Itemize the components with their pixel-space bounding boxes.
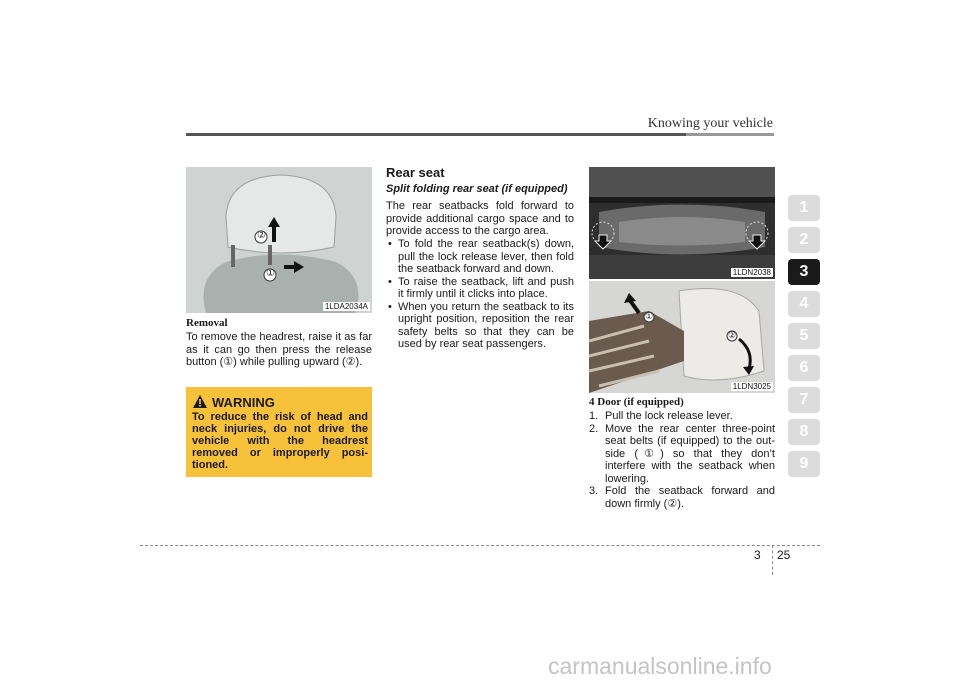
chapter-tab-3[interactable]: 3 [788,259,820,285]
bullet-dot: • [388,238,392,250]
list-item [386,238,574,276]
step-number: 1. [589,410,599,422]
chapter-tab-1[interactable]: 1 [788,195,820,221]
chapter-tab-6[interactable]: 6 [788,355,820,381]
footer-divider [772,545,773,575]
warning-text: To reduce the risk of head and neck injuries, do not drive the vehicle with the headrest removed or improperly posi-tioned. [192,411,368,471]
watermark: carmanualsonline.info [548,653,772,679]
removal-text: To remove the headrest, raise it as far as it can go then press the release button (①) while pulling upward (②). [186,331,372,368]
warning-title: WARNING [212,395,275,410]
bullet-dot: • [388,275,392,288]
trunk-image-code: 1LDN2038 [732,268,771,277]
rear-seat-title: Rear seat [386,165,445,180]
step-number: 2. [589,422,599,435]
page-number: 25 [777,548,791,562]
rear-seat-bullet-list [386,238,574,351]
seat-fold-callout-1: ① [645,311,654,321]
chapter-tab-7[interactable]: 7 [788,387,820,413]
seat-fold-image-code: 1LDN3025 [732,382,771,391]
bullet-dot: • [388,300,392,313]
chapter-tabs [788,195,820,483]
step-number: 3. [589,485,599,497]
section-title: Knowing your vehicle [647,116,773,131]
trunk-image [589,167,775,279]
list-item [589,423,775,486]
list-item [589,485,775,510]
four-door-heading: 4 Door (if equipped) [589,396,684,408]
chapter-tab-2[interactable]: 2 [788,227,820,253]
rear-seat-intro: The rear seatbacks fold forward to provide additional cargo space and to provide access to the cargo area. [386,200,574,237]
bullet-text: When you return the seatback to its upright position, reposition the rear safety belts so that they can be used by rear seat passengers. [398,300,574,350]
seat-fold-image [589,281,775,393]
headrest-image [186,167,372,313]
footer-rule [140,545,820,546]
rear-seat-subtitle: Split folding rear seat (if equipped) [386,183,568,195]
list-item [386,276,574,301]
warning-triangle-icon [193,395,207,408]
list-item [386,301,574,351]
chapter-tab-8[interactable]: 8 [788,419,820,445]
step-text: Fold the seatback forward and down firmly (②). [605,485,775,510]
four-door-steps [589,410,775,510]
seat-fold-callout-2: ② [728,330,737,340]
seat-fold-illustration [589,281,775,393]
bullet-text: To raise the seatback, lift and push it firmly until it clicks into place. [398,275,574,300]
chapter-tab-9[interactable]: 9 [788,451,820,477]
bullet-text: To fold the rear seatback(s) down, pull the lock release lever, then fold the seatback forward and down. [398,238,574,275]
list-item [589,410,775,423]
headrest-illustration [186,167,372,313]
step-text: Pull the lock release lever. [605,410,733,422]
trunk-illustration [589,167,775,279]
removal-heading: Removal [186,317,228,329]
chapter-tab-4[interactable]: 4 [788,291,820,317]
chapter-tab-5[interactable]: 5 [788,323,820,349]
header-rule-accent [686,133,774,136]
step-text: Move the rear center three-point seat belts (if equipped) to the out-side (①) so that they don’t interfere with the seatback when lowering. [605,422,775,485]
headrest-callout-1: ① [266,268,275,279]
headrest-image-code: 1LDA2034A [324,302,368,311]
page-chapter: 3 [754,548,761,562]
headrest-callout-2: ② [257,230,266,241]
